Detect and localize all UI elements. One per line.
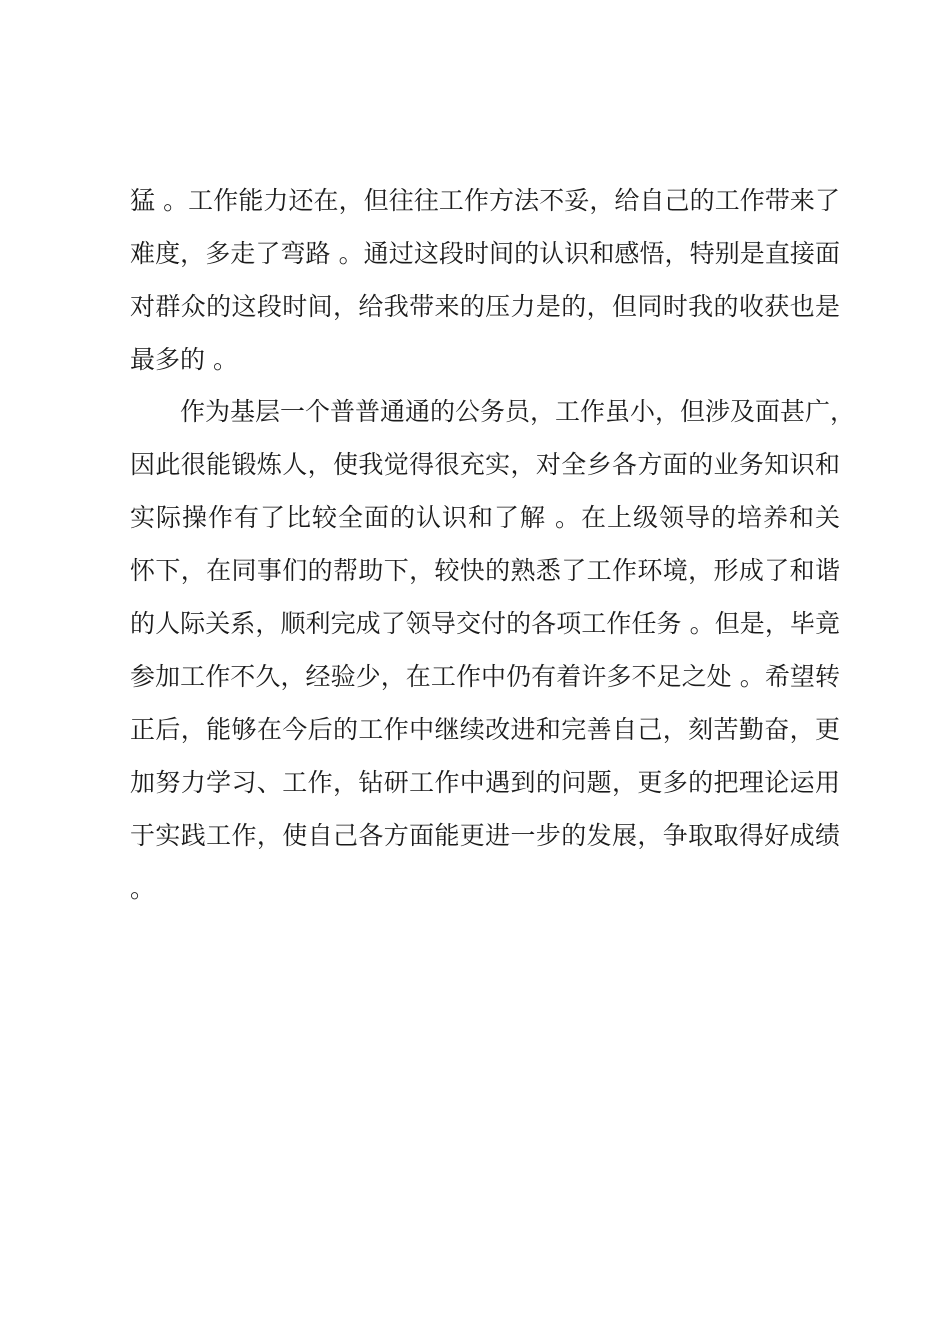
paragraph-2 (130, 385, 856, 915)
paragraph-line: 的人际关系，顺利完成了领导交付的各项工作任务 。但是，毕竟 (130, 609, 840, 638)
paragraph-line: 参加工作不久，经验少，在工作中仍有着许多不足之处 。希望转 (130, 662, 840, 691)
paragraph-1 (130, 174, 840, 386)
paragraph-line: 对群众的这段时间，给我带来的压力是的，但同时我的收获也是 (130, 292, 840, 321)
paragraph-line: 于实践工作，使自己各方面能更进一步的发展，争取取得好成绩 (130, 821, 840, 850)
paragraph-line: 最多的 。 (130, 345, 238, 374)
paragraph-line: 。 (130, 874, 156, 903)
paragraph-line: 猛 。工作能力还在，但往往工作方法不妥，给自己的工作带来了 (130, 186, 840, 215)
paragraph-line: 怀下，在同事们的帮助下，较快的熟悉了工作环境，形成了和谐 (130, 556, 840, 585)
paragraph-line: 作为基层一个普普通通的公务员，工作虽小，但涉及面甚广， (180, 397, 856, 426)
paragraph-line: 实际操作有了比较全面的认识和了解 。在上级领导的培养和关 (130, 503, 840, 532)
paragraph-line: 难度，多走了弯路 。通过这段时间的认识和感悟，特别是直接面 (130, 239, 840, 268)
paragraph-line: 加努力学习、工作，钻研工作中遇到的问题，更多的把理论运用 (130, 768, 840, 797)
paragraph-line: 正后，能够在今后的工作中继续改进和完善自己，刻苦勤奋，更 (130, 715, 840, 744)
paragraph-line: 因此很能锻炼人，使我觉得很充实，对全乡各方面的业务知识和 (130, 450, 840, 479)
